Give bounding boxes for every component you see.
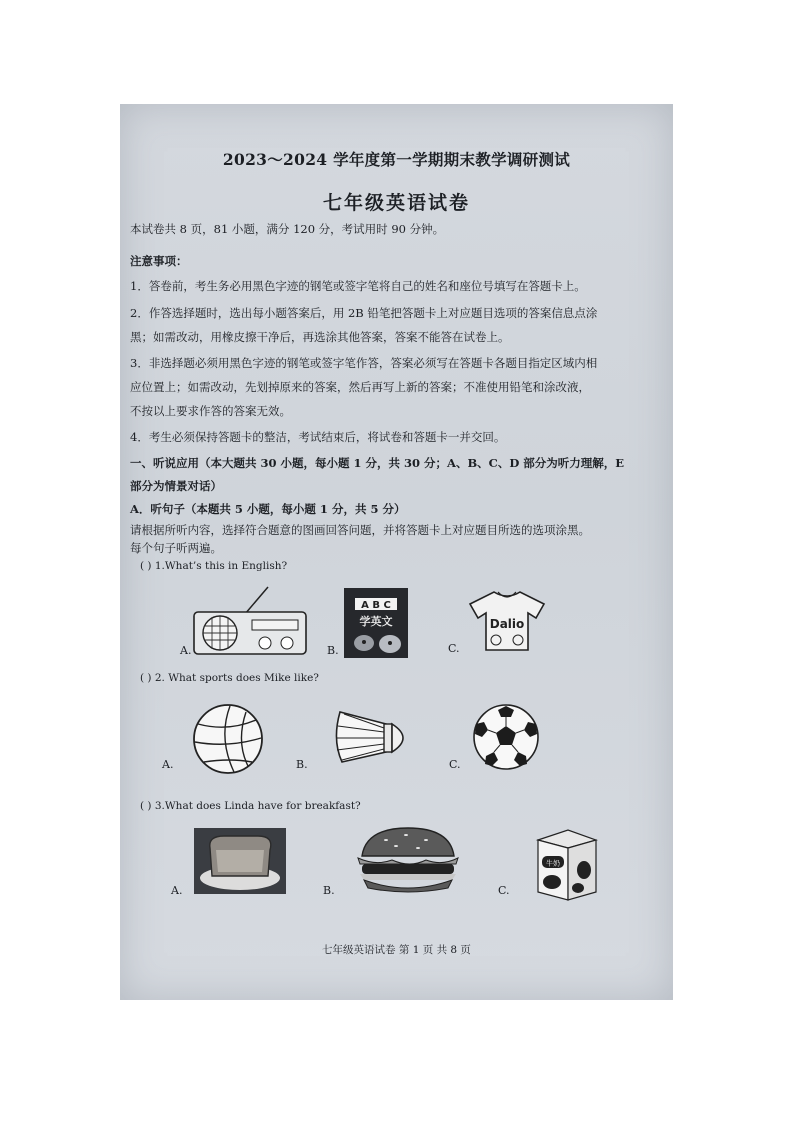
notice-item-3b: 应位置上；如需改动，先划掉原来的答案，然后再写上新的答案；不准使用铅笔和涂改液， — [130, 380, 590, 394]
notice-item-2b: 黑；如需改动，用橡皮擦干净后，再选涂其他答案，答案不能答在试卷上。 — [130, 330, 510, 344]
section-heading-a: 一、听说应用（本大题共 30 小题，每小题 1 分，共 30 分；A、B、C、D 部分为听力理解，E — [130, 456, 625, 470]
soccer-ball-icon — [466, 704, 546, 770]
hamburger-icon — [356, 826, 460, 894]
question-3-option-c-label: C. — [498, 884, 510, 897]
part-a-heading: A．听句子（本题共 5 小题，每小题 1 分，共 5 分） — [130, 502, 406, 516]
notice-item-2a: 2．作答选择题时，选出每小题答案后，用 2B 铅笔把答题卡上对应题目选项的答案信息点涂 — [130, 306, 598, 320]
part-a-instruction-2: 每个句子听两遍。 — [130, 541, 222, 555]
question-1-text: ( ) 1.What’s this in English? — [140, 560, 288, 572]
notice-item-3c: 不按以上要求作答的答案无效。 — [130, 404, 291, 418]
abc-book-icon — [342, 586, 412, 660]
question-1-option-b-label: B. — [327, 644, 339, 657]
shirt-text: Dalio — [489, 617, 525, 631]
notice-item-4: 4．考生必须保持答题卡的整洁，考试结束后，将试卷和答题卡一并交回。 — [130, 430, 506, 444]
question-3-option-a-label: A. — [171, 884, 183, 897]
section-heading-b: 部分为情景对话） — [130, 479, 222, 493]
t-shirt-icon — [466, 588, 548, 654]
bread-icon — [194, 828, 286, 894]
exam-subtitle: 七年级英语试卷 — [322, 192, 470, 214]
question-1-option-a-label: A. — [180, 644, 192, 657]
part-a-instruction-1: 请根据所听内容，选择符合题意的图画回答问题，并将答题卡上对应题目所选的选项涂黑。 — [130, 523, 590, 537]
radio-icon — [190, 582, 310, 657]
volleyball-icon — [190, 702, 266, 776]
page-footer: 七年级英语试卷 第 1 页 共 8 页 — [322, 944, 471, 956]
exam-title: 2023～2024 学年度第一学期期末教学调研测试 — [222, 150, 571, 169]
notice-item-3a: 3．非选择题必须用黑色字迹的钢笔或签字笔作答，答案必须写在答题卡各题目指定区域内相 — [130, 356, 598, 370]
question-2-option-a-label: A. — [162, 758, 174, 771]
question-2-text: ( ) 2. What sports does Mike like? — [140, 672, 319, 684]
intro-text: 本试卷共 8 页，81 小题，满分 120 分，考试用时 90 分钟。 — [130, 222, 445, 236]
question-3-text: ( ) 3.What does Linda have for breakfast? — [140, 800, 361, 812]
notice-item-1: 1．答卷前，考生务必用黑色字迹的钢笔或签字笔将自己的姓名和座位号填写在答题卡上。 — [130, 279, 586, 293]
question-1-option-c-label: C. — [448, 642, 460, 655]
book-chars: 学英文 — [359, 615, 393, 628]
shuttlecock-icon — [328, 702, 420, 774]
book-letters: A B C — [361, 600, 391, 611]
notice-heading: 注意事项： — [130, 254, 188, 268]
exam-page — [120, 104, 673, 1000]
question-2-option-b-label: B. — [296, 758, 308, 771]
carton-label: 牛奶 — [546, 859, 560, 868]
question-2-option-c-label: C. — [449, 758, 461, 771]
milk-carton-icon — [528, 826, 602, 902]
question-3-option-b-label: B. — [323, 884, 335, 897]
